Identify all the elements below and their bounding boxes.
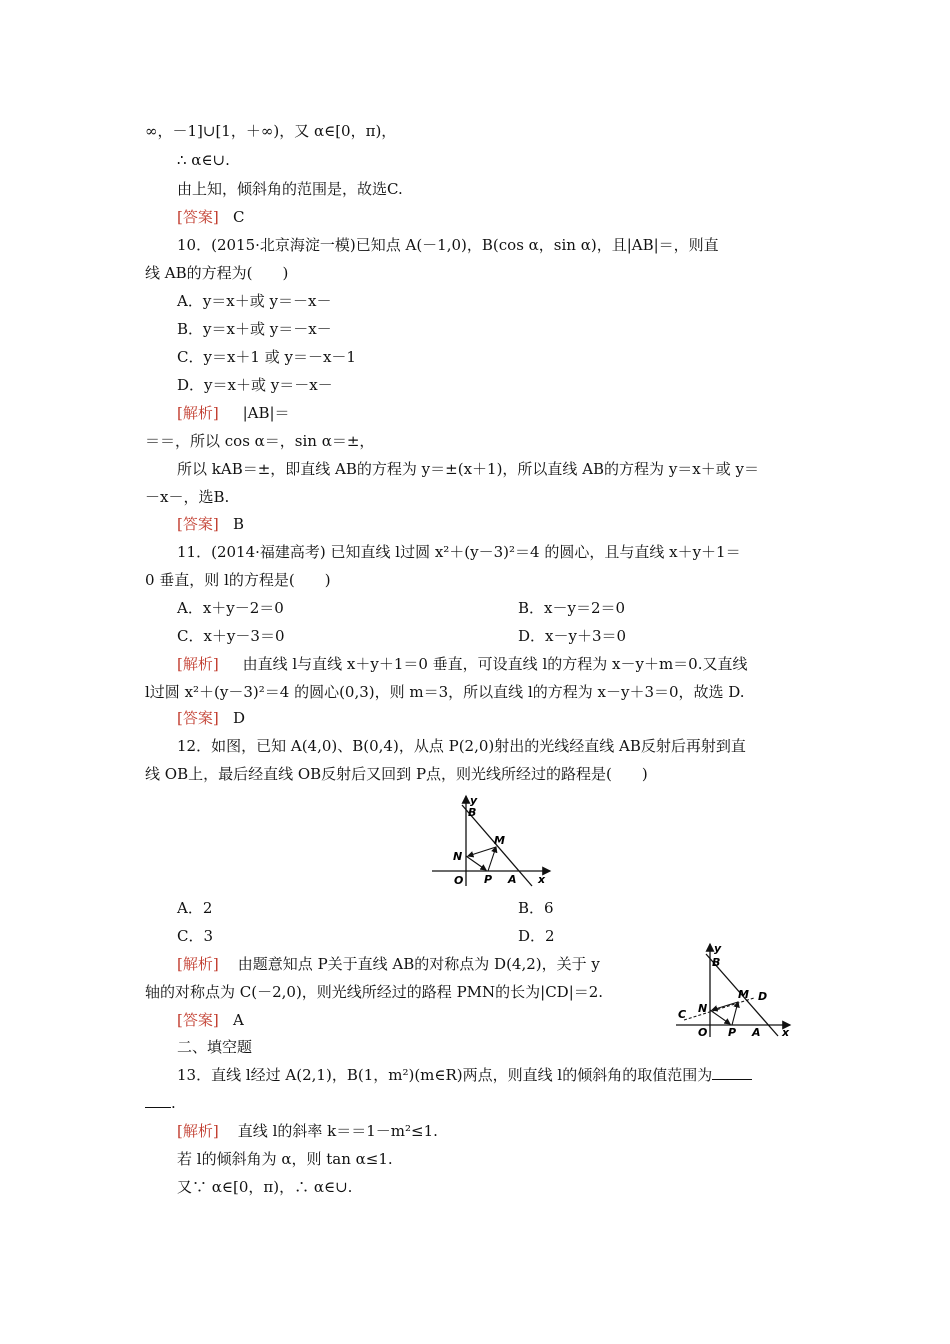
- label-x: x: [782, 1026, 790, 1038]
- label-a: A: [508, 873, 517, 886]
- ray-np: [466, 856, 486, 870]
- question-13-text: 13．直线 l经过 A(2,1)，B(1，m²)(m∈R)两点，则直线 l的倾斜角的取值范围为: [177, 1066, 713, 1084]
- solution-text: |AB|＝: [242, 404, 290, 422]
- answer-value: C: [233, 208, 245, 226]
- text-line: 所以 kAB＝±，即直线 AB的方程为 y＝±(x＋1)，所以直线 AB的方程为 y＝x＋或 y＝: [177, 460, 759, 478]
- solution-line: [177, 954, 600, 974]
- text-line: －x－，选B.: [145, 488, 230, 506]
- option-d: D．x－y＋3＝0: [518, 627, 627, 645]
- solution-tag: [解析]: [177, 1122, 219, 1140]
- option-b: B．y＝x＋或 y＝－x－: [177, 320, 332, 338]
- label-m: M: [494, 834, 505, 847]
- section-heading: 二、填空题: [177, 1038, 253, 1056]
- label-c: C: [678, 1008, 687, 1021]
- text-line: 又∵ α∈[0，π)，∴ α∈∪.: [177, 1178, 353, 1196]
- option-c: C．y＝x＋1 或 y＝－x－1: [177, 348, 356, 366]
- text-line: 轴的对称点为 C(－2,0)，则光线所经过的路程 PMN的长为|CD|＝2.: [145, 983, 604, 1001]
- text-line: ＝＝，所以 cos α＝，sin α＝±，: [145, 432, 375, 450]
- question-10-line2: 线 AB的方程为( ): [145, 264, 289, 282]
- option-d: D．y＝x＋或 y＝－x－: [177, 376, 333, 394]
- question-11-line2: 0 垂直，则 l的方程是( ): [145, 571, 331, 589]
- answer-tag: [答案]: [177, 208, 219, 226]
- answer-tag: [答案]: [177, 709, 219, 727]
- label-b: B: [712, 956, 721, 969]
- solution-tag: [解析]: [177, 655, 219, 673]
- label-x: x: [538, 873, 546, 886]
- option-b: B．x－y＝2＝0: [518, 599, 626, 617]
- ray-pm: [732, 1002, 738, 1025]
- symmetry-figure: [672, 940, 800, 1038]
- question-11-line1: 11．(2014·福建高考) 已知直线 l过圆 x²＋(y－3)²＝4 的圆心，且与直线 x＋y＋1＝: [177, 543, 741, 561]
- question-13-line2: [145, 1093, 176, 1113]
- solution-tag: [解析]: [177, 404, 219, 422]
- label-y: y: [470, 794, 478, 807]
- reflection-figure: [428, 792, 558, 888]
- answer-line: [177, 708, 245, 728]
- label-d: D: [758, 990, 768, 1003]
- answer-line: [177, 207, 245, 227]
- answer-blank: [145, 1093, 171, 1108]
- ray-mn: [712, 1002, 738, 1010]
- answer-tag: [答案]: [177, 515, 219, 533]
- period: .: [171, 1094, 176, 1112]
- question-12-line1: 12．如图，已知 A(4,0)、B(0,4)，从点 P(2,0)射出的光线经直线 AB反射后再射到直: [177, 737, 746, 755]
- ray-pm: [488, 847, 496, 871]
- label-a: A: [752, 1026, 761, 1038]
- answer-blank: [712, 1065, 752, 1080]
- label-p: P: [484, 873, 493, 886]
- option-d: D．2: [518, 927, 555, 945]
- ray-mn: [468, 847, 496, 856]
- solution-text: 直线 l的斜率 k＝＝1－m²≤1.: [237, 1122, 438, 1140]
- answer-value: D: [233, 709, 246, 727]
- option-a: A．y＝x＋或 y＝－x－: [177, 292, 332, 310]
- text-line: 由上知，倾斜角的范围是，故选C.: [177, 180, 403, 198]
- solution-tag: [解析]: [177, 955, 219, 973]
- answer-line: [177, 1010, 244, 1030]
- option-a: A．2: [177, 899, 213, 917]
- solution-line: [177, 654, 748, 674]
- option-c: C．x＋y－3＝0: [177, 627, 285, 645]
- label-n: N: [453, 850, 463, 863]
- option-a: A．x＋y－2＝0: [177, 599, 284, 617]
- text-line: l过圆 x²＋(y－3)²＝4 的圆心(0,3)，则 m＝3，所以直线 l的方程为 x－y＋3＝0，故选 D.: [145, 683, 745, 701]
- text-line: ∞，－1]∪[1，＋∞)，又 α∈[0，π)，: [145, 122, 397, 140]
- question-13-line1: [177, 1065, 752, 1085]
- label-n: N: [698, 1002, 708, 1015]
- text-line: 若 l的倾斜角为 α，则 tan α≤1.: [177, 1150, 393, 1168]
- label-o: O: [454, 874, 464, 887]
- label-m: M: [738, 988, 749, 1001]
- label-o: O: [698, 1026, 708, 1038]
- label-p: P: [728, 1026, 737, 1038]
- option-c: C．3: [177, 927, 214, 945]
- solution-text: 由直线 l与直线 x＋y＋1＝0 垂直，可设直线 l的方程为 x－y＋m＝0.又直线: [242, 655, 748, 673]
- solution-line: [177, 403, 290, 423]
- answer-value: A: [233, 1011, 244, 1029]
- answer-tag: [答案]: [177, 1011, 219, 1029]
- label-b: B: [468, 806, 477, 819]
- solution-line: [177, 1121, 438, 1141]
- label-y: y: [714, 942, 722, 955]
- question-12-line2: 线 OB上，最后经直线 OB反射后又回到 P点，则光线所经过的路程是( ): [145, 765, 648, 783]
- text-line: ∴ α∈∪.: [177, 151, 230, 169]
- answer-value: B: [233, 515, 245, 533]
- question-10-line1: 10．(2015·北京海淀一模)已知点 A(－1,0)，B(cos α，sin α)，且|AB|＝，则直: [177, 236, 719, 254]
- ray-np: [710, 1010, 730, 1024]
- option-b: B．6: [518, 899, 554, 917]
- answer-line: [177, 514, 244, 534]
- solution-text: 由题意知点 P关于直线 AB的对称点为 D(4,2)，关于 y: [237, 955, 600, 973]
